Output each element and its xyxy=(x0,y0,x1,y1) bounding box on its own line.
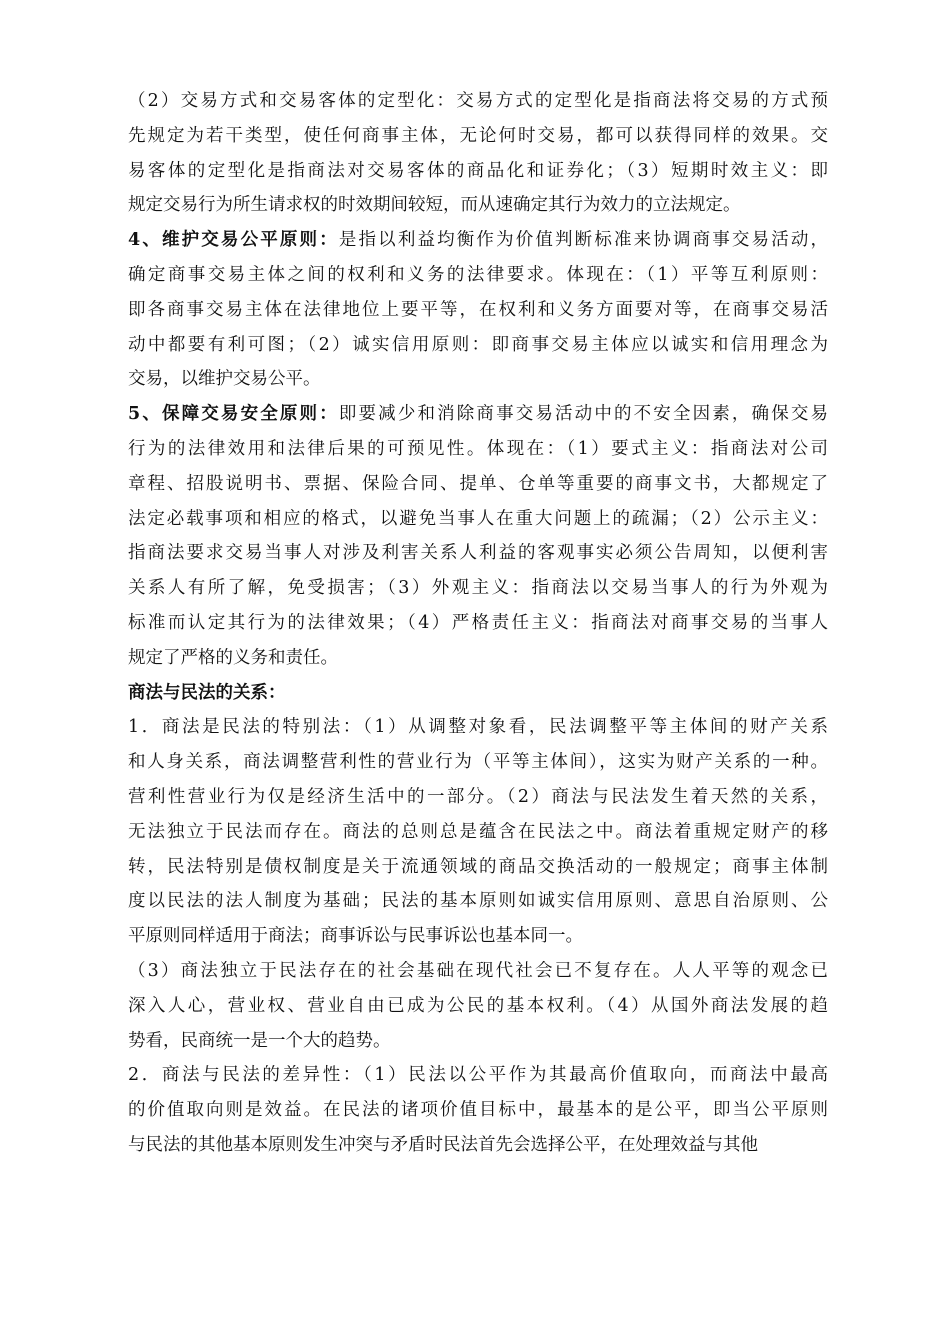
text-line xyxy=(128,571,828,606)
line-text: 转，民法特别是债权制度是关于流通领域的商品交换活动的一般规定；商事主体制 xyxy=(128,856,828,877)
text-line xyxy=(128,328,828,363)
text-line xyxy=(128,815,828,850)
line-text: 的价值取向则是效益。在民法的诸项价值目标中，最基本的是公平，即当公平原则 xyxy=(128,1100,828,1121)
text-line xyxy=(128,710,828,745)
paragraph-p4 xyxy=(128,676,828,711)
line-text: 先规定为若干类型，使任何商事主体，无论何时交易，都可以获得同样的效果。交 xyxy=(128,125,828,146)
text-line xyxy=(128,850,828,885)
line-text: 章程、招股说明书、票据、保险合同、提单、仓单等重要的商事文书，大都规定了 xyxy=(128,473,828,494)
text-line xyxy=(128,188,828,223)
text-line xyxy=(128,641,828,676)
text-line xyxy=(128,745,828,780)
line-text: 动中都要有利可图；（2）诚实信用原则：即商事交易主体应以诚实和信用理念为 xyxy=(128,334,828,355)
line-text: 即各商事交易主体在法律地位上要平等，在权利和义务方面要对等，在商事交易活 xyxy=(128,299,828,320)
line-text: 2．商法与民法的差异性：（1）民法以公平作为其最高价值取向，而商法中最高 xyxy=(128,1065,828,1086)
line-text: 规定交易行为所生请求权的时效期间较短，而从速确定其行为效力的立法规定。 xyxy=(128,195,741,216)
text-line xyxy=(128,989,828,1024)
text-line xyxy=(128,884,828,919)
line-text: 势看，民商统一是一个大的趋势。 xyxy=(128,1030,391,1051)
text-line xyxy=(128,154,828,189)
line-text: 与民法的其他基本原则发生冲突与矛盾时民法首先会选择公平，在处理效益与其他 xyxy=(128,1134,758,1155)
text-line xyxy=(128,780,828,815)
text-line xyxy=(128,536,828,571)
line-text: 深入人心，营业权、营业自由已成为公民的基本权利。（4）从国外商法发展的趋 xyxy=(128,995,828,1016)
text-line xyxy=(128,676,828,711)
text-line xyxy=(128,293,828,328)
paragraph-p5 xyxy=(128,710,828,954)
paragraph-p3 xyxy=(128,397,828,675)
paragraph-p7 xyxy=(128,1058,828,1162)
line-text: 法定必载事项和相应的格式，以避免当事人在重大问题上的疏漏；（2）公示主义： xyxy=(128,508,828,529)
text-line xyxy=(128,223,828,258)
bold-term: 5、保障交易安全原则： xyxy=(128,404,339,425)
text-line xyxy=(128,1024,828,1059)
line-text: 1．商法是民法的特别法：（1）从调整对象看，民法调整平等主体间的财产关系 xyxy=(128,717,828,738)
line-text: 交易，以维护交易公平。 xyxy=(128,369,321,390)
line-text: 易客体的定型化是指商法对交易客体的商品化和证券化；（3）短期时效主义：即 xyxy=(128,160,828,181)
line-text: 度以民法的法人制度为基础；民法的基本原则如诚实信用原则、意思自治原则、公 xyxy=(128,891,828,912)
paragraph-p2 xyxy=(128,223,828,397)
text-line xyxy=(128,362,828,397)
paragraph-p1 xyxy=(128,84,828,223)
bold-term: 4、维护交易公平原则： xyxy=(128,230,339,251)
line-text: 和人身关系，商法调整营利性的营业行为（平等主体间），这实为财产关系的一种。 xyxy=(128,752,828,773)
paragraph-p6 xyxy=(128,954,828,1058)
line-text: 关系人有所了解，免受损害；（3）外观主义：指商法以交易当事人的行为外观为 xyxy=(128,578,828,599)
line-text: 是指以利益均衡作为价值判断标准来协调商事交易活动， xyxy=(338,230,829,251)
document-page xyxy=(128,84,828,1163)
text-line xyxy=(128,467,828,502)
text-line xyxy=(128,954,828,989)
text-line xyxy=(128,84,828,119)
text-line xyxy=(128,397,828,432)
text-line xyxy=(128,919,828,954)
line-text: （2）交易方式和交易客体的定型化：交易方式的定型化是指商法将交易的方式预 xyxy=(128,91,828,111)
line-text: 无法独立于民法而存在。商法的总则总是蕴含在民法之中。商法着重规定财产的移 xyxy=(128,821,828,842)
text-line xyxy=(128,432,828,467)
text-line xyxy=(128,502,828,537)
line-text: 确定商事交易主体之间的权利和义务的法律要求。体现在：（1）平等互利原则： xyxy=(128,264,828,285)
text-line xyxy=(128,119,828,154)
line-text: 平原则同样适用于商法；商事诉讼与民事诉讼也基本同一。 xyxy=(128,926,583,947)
line-text: 指商法要求交易当事人对涉及利害关系人利益的客观事实必须公告周知，以便利害 xyxy=(128,543,828,564)
text-line xyxy=(128,1093,828,1128)
text-line xyxy=(128,1128,828,1163)
line-text: 行为的法律效用和法律后果的可预见性。体现在：（1）要式主义：指商法对公司 xyxy=(128,438,828,459)
line-text: 营利性营业行为仅是经济生活中的一部分。（2）商法与民法发生着天然的关系， xyxy=(128,786,828,807)
text-line xyxy=(128,258,828,293)
text-line xyxy=(128,1058,828,1093)
line-text: （3）商法独立于民法存在的社会基础在现代社会已不复存在。人人平等的观念已 xyxy=(128,960,828,981)
line-text: 标准而认定其行为的法律效果；（4）严格责任主义：指商法对商事交易的当事人 xyxy=(128,612,828,633)
line-text: 即要减少和消除商事交易活动中的不安全因素，确保交易 xyxy=(338,404,829,425)
bold-term: 商法与民法的关系： xyxy=(128,682,286,703)
line-text: 规定了严格的义务和责任。 xyxy=(128,647,338,668)
text-line xyxy=(128,606,828,641)
